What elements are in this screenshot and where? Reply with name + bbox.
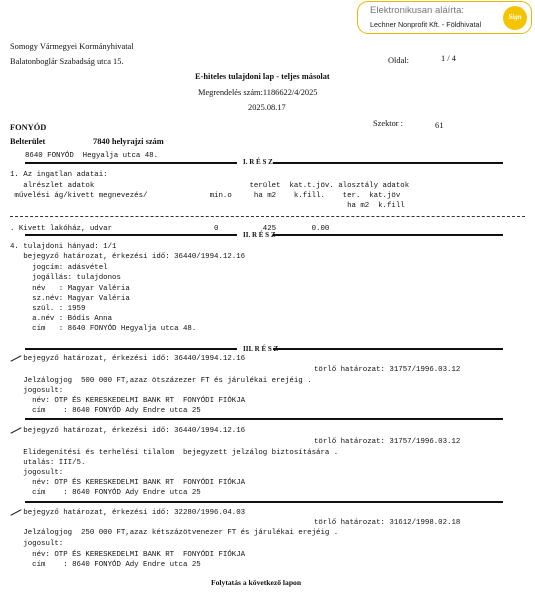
part1-line: ha m2 k.fill [10, 202, 405, 210]
encumbrance-line: Jelzálogjog 500 000 FT,azaz ötszázezer FT és járulékai erejéig . [10, 377, 312, 385]
owner-line: jogállás: tulajdonos [10, 274, 121, 282]
deletion-resolution: törlő határozat: 31757/1996.03.12 [314, 438, 461, 446]
area-type: Belterület [10, 137, 46, 146]
section-rule [25, 348, 237, 350]
e-signature-badge [357, 1, 532, 34]
section-rule [273, 348, 503, 350]
part2-title: II. R É S Z [243, 231, 276, 239]
document-date: 2025.08.17 [248, 103, 286, 112]
owner-line: cím : 8640 FONYÓD Hegyalja utca 48. [10, 325, 197, 333]
deletion-resolution: törlő határozat: 31612/1998.02.18 [314, 519, 461, 527]
sector-value: 61 [435, 121, 444, 130]
encumbrance-line: név: OTP ÉS KERESKEDELMI BANK RT FONYÓDI FIÓKJA [10, 551, 246, 559]
e-signature-signer: Lechner Nonprofit Kft. - Földhivatal [370, 20, 482, 29]
part1-title: I. R É S Z [243, 158, 273, 166]
encumbrance-head: bejegyző határozat, érkezési idő: 36440/1994.12.16 [10, 427, 246, 435]
encumbrance-line: Elidegenítési és terhelési tilalom bejegyzett jelzálog biztosítására . [10, 449, 339, 457]
continuation-note: Folytatás a következő lapon [211, 578, 302, 587]
sector-label: Szektor : [373, 119, 404, 128]
encumbrance-line: cím : 8640 FONYÓD Ady Endre utca 25 [10, 561, 201, 569]
owner-line: szül. : 1959 [10, 305, 86, 313]
encumbrance-head: bejegyző határozat, érkezési idő: 32280/1996.04.03 [10, 509, 246, 517]
owner-line: jogcím: adásvétel [10, 264, 108, 272]
property-address: 8640 FONYÓD Hegyalja utca 48. [25, 152, 159, 160]
entry-separator [25, 501, 503, 503]
encumbrance-line: név: OTP ÉS KERESKEDELMI BANK RT FONYÓDI FIÓKJA [10, 479, 246, 487]
page-number: 1 / 4 [441, 54, 456, 63]
encumbrance-line: Jelzálogjog 250 000 FT,azaz kétszázötvenezer FT és járulékai erejéig . [10, 529, 339, 537]
section-rule [273, 162, 503, 164]
office-name: Somogy Vármegyei Kormányhivatal [10, 42, 134, 51]
land-use-row: . Kivett lakóház, udvar 0 425 0.00 [10, 225, 330, 233]
encumbrance-line: jogosult: [10, 540, 64, 548]
order-number: Megrendelés szám:1186622/4/2025 [198, 88, 318, 97]
owner-line: a.név : Bódis Anna [10, 315, 113, 323]
signature-seal-icon: Sign [503, 6, 527, 30]
encumbrance-line: cím : 8640 FONYÓD Ady Endre utca 25 [10, 407, 201, 415]
page-label: Oldal: [388, 56, 409, 65]
part1-line: művelési ág/kivett megnevezés/ min.o ha m2 k.fill. ter. kat.jöv [10, 192, 401, 200]
deletion-resolution: törlő határozat: 31757/1996.03.12 [314, 366, 461, 374]
section-rule [25, 162, 237, 164]
section-rule [25, 234, 237, 236]
encumbrance-line: jogosult: [10, 387, 64, 395]
owner-line: sz.név: Magyar Valéria [10, 295, 130, 303]
dashed-separator [10, 216, 525, 217]
owner-line: név : Magyar Valéria [10, 285, 130, 293]
encumbrance-line: név: OTP ÉS KERESKEDELMI BANK RT FONYÓDI FIÓKJA [10, 397, 246, 405]
owner-line: 4. tulajdoni hányad: 1/1 [10, 243, 117, 251]
e-signature-title: Elektronikusan aláírta: [370, 5, 464, 16]
parcel-number: 7840 helyrajzi szám [93, 137, 164, 146]
entry-separator [25, 418, 503, 420]
section-rule [273, 234, 503, 236]
part1-line: 1. Az ingatlan adatai: [10, 171, 108, 179]
owner-line: bejegyző határozat, érkezési idő: 36440/1994.12.16 [10, 253, 246, 261]
settlement-name: FONYÓD [10, 123, 47, 132]
part1-line: alrészlet adatok terület kat.t.jöv. alosztály adatok [10, 182, 410, 190]
part3-title: III. R É S Z [243, 345, 279, 353]
encumbrance-line: jogosult: [10, 469, 64, 477]
encumbrance-line: utalás: III/5. [10, 459, 86, 467]
encumbrance-head: bejegyző határozat, érkezési idő: 36440/1994.12.16 [10, 355, 246, 363]
encumbrance-line: cím : 8640 FONYÓD Ady Endre utca 25 [10, 489, 201, 497]
office-address: Balatonboglár Szabadság utca 15. [10, 57, 124, 66]
document-title: E-hiteles tulajdoni lap - teljes másolat [195, 72, 330, 81]
